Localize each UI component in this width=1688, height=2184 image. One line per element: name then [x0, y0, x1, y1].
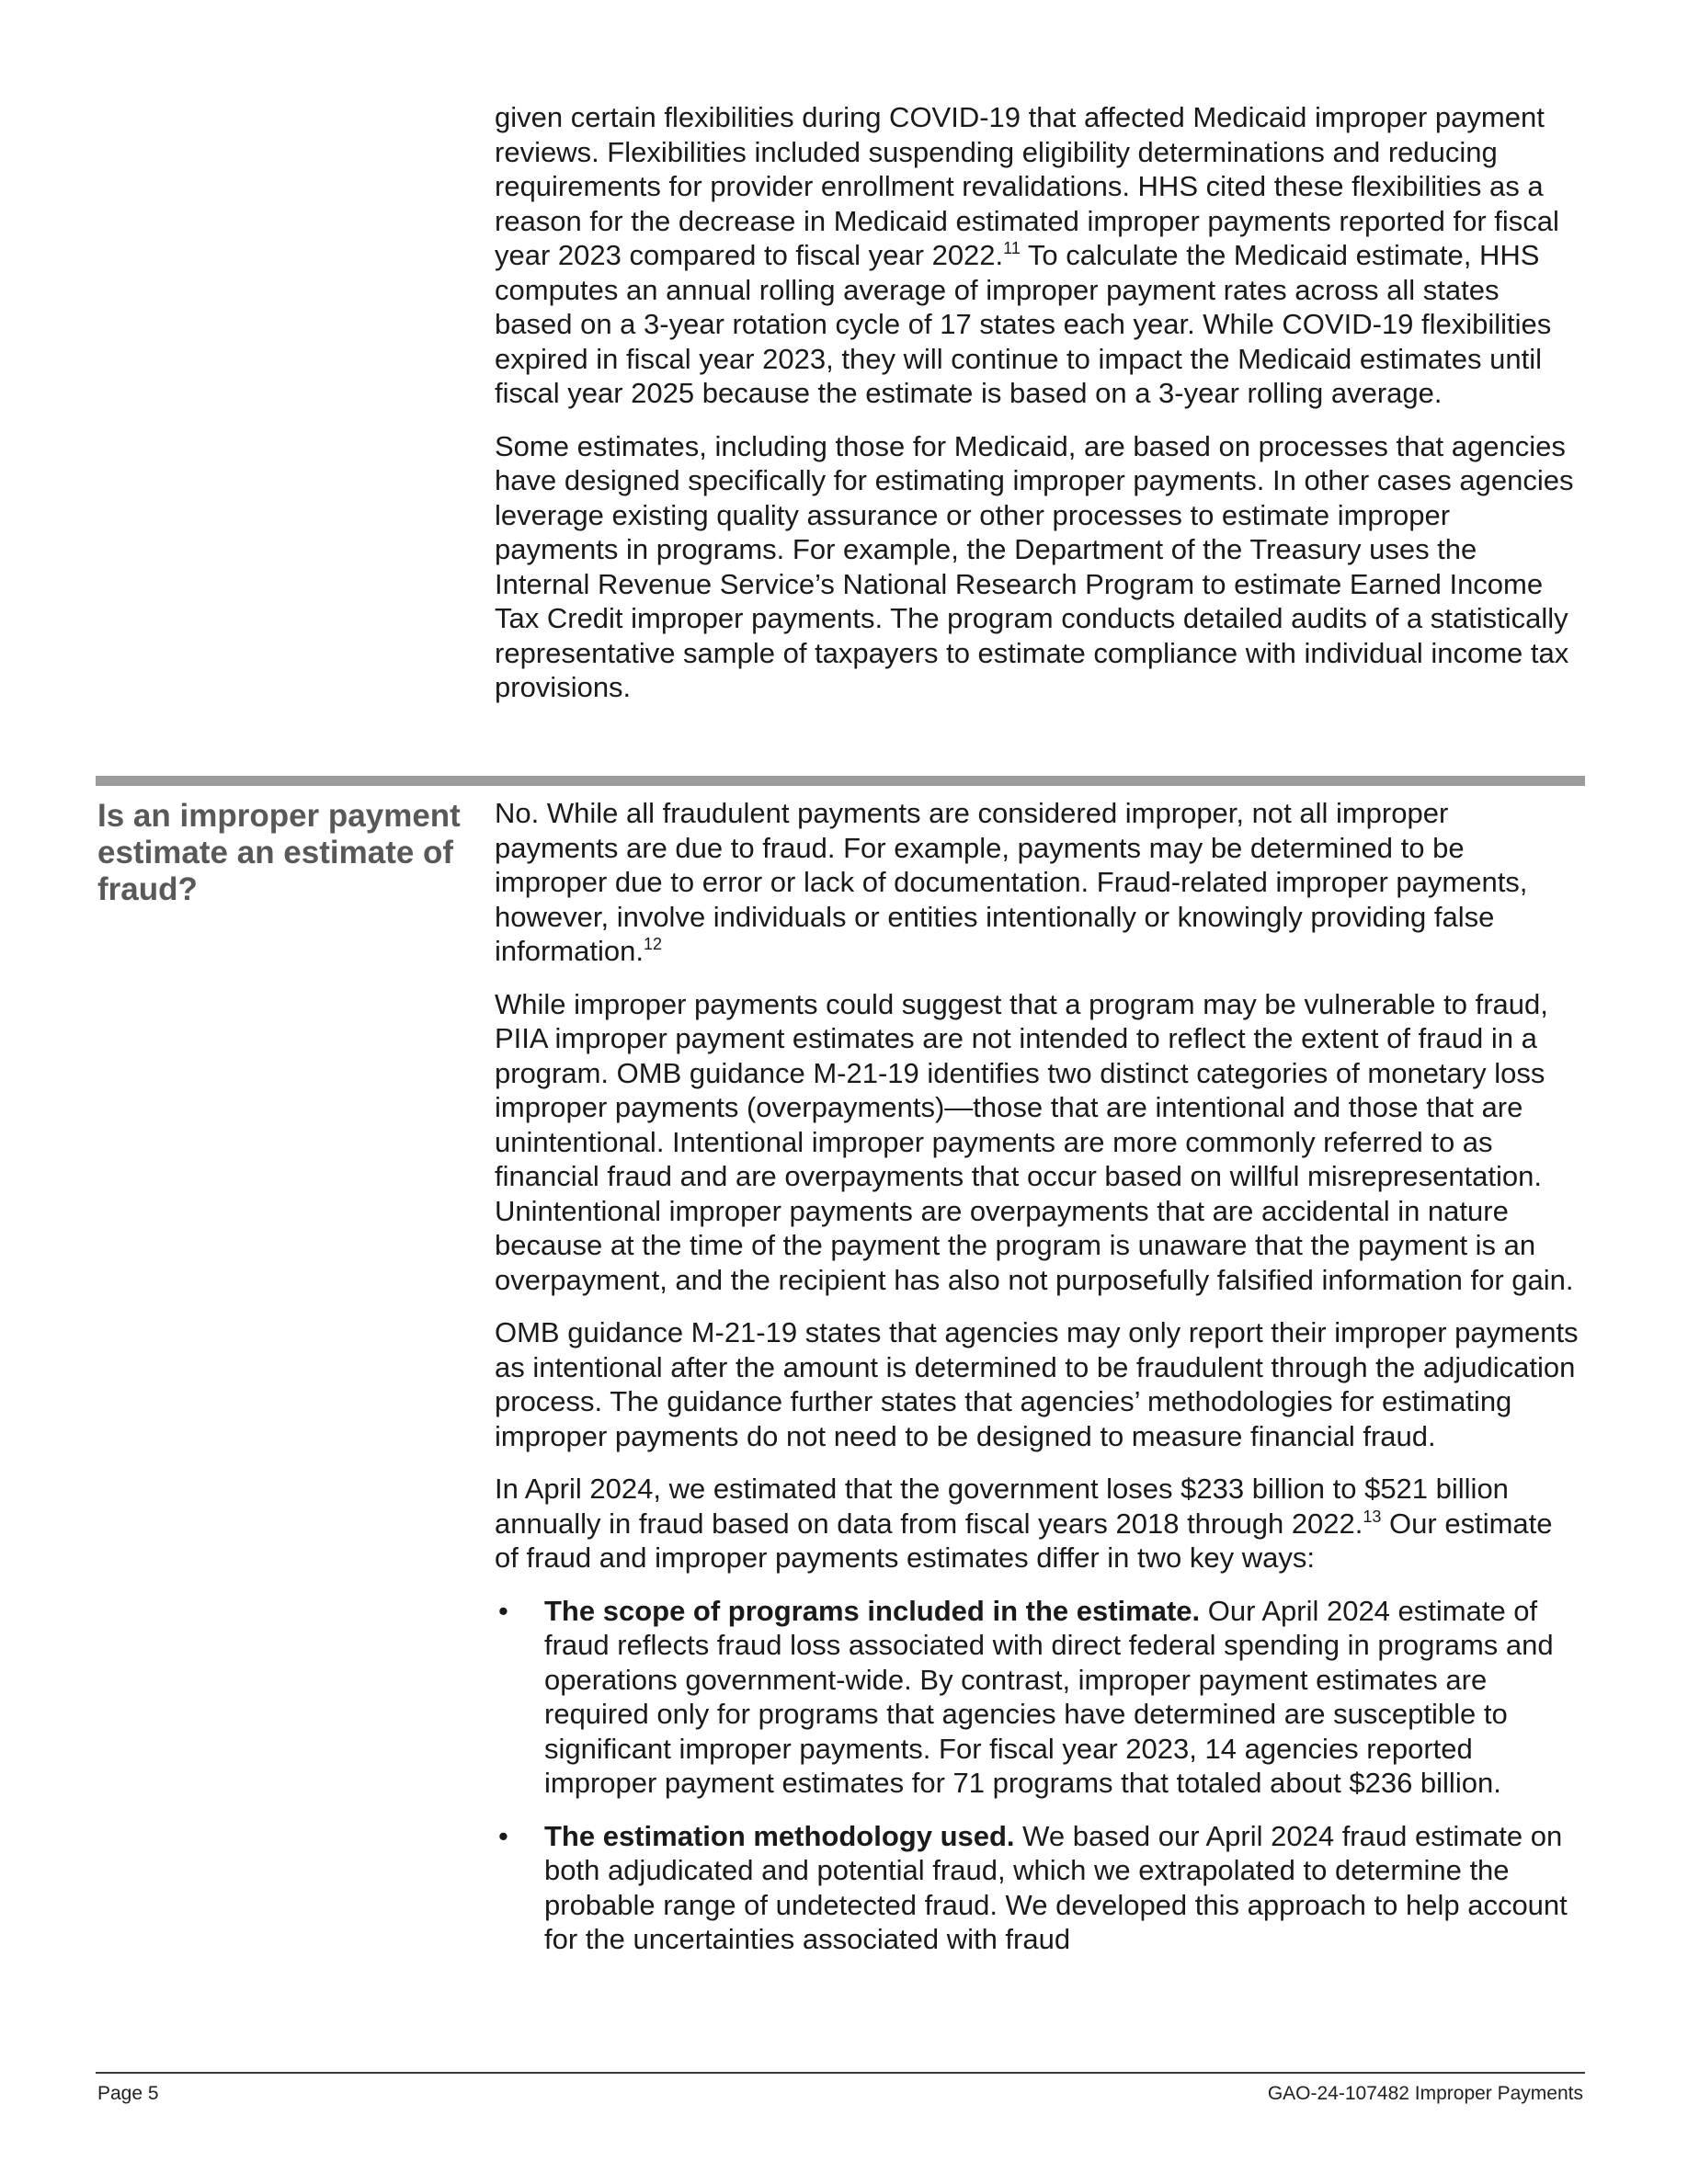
continued-text-block [495, 100, 1580, 705]
footnote-marker[interactable]: 11 [1003, 239, 1021, 257]
footer-rule [96, 2072, 1585, 2074]
bullet-lead: The estimation methodology used. [544, 1819, 1015, 1852]
bullet-lead: The scope of programs included in the estimate. [544, 1594, 1201, 1627]
footnote-marker[interactable]: 12 [643, 935, 662, 953]
footnote-marker[interactable]: 13 [1363, 1507, 1382, 1526]
paragraph [495, 1472, 1580, 1575]
paragraph [495, 100, 1580, 411]
bullet-text: We based our April 2024 fraud estimate on both adjudicated and potential fraud, which we extrapolated to determine the probable range of undetected fraud. We developed this approach to help account for the uncertainties associated with fraud [544, 1819, 1568, 1955]
bullet-icon: • [498, 1594, 508, 1627]
section-body [495, 796, 1580, 1957]
section-heading: Is an improper payment estimate an estimate of fraud? [97, 798, 461, 907]
report-id: GAO-24-107482 Improper Payments [1267, 2083, 1583, 2104]
paragraph-text: given certain flexibilities during COVID-19 that affected Medicaid improper payment reviews. Flexibilities included suspending eligibility determinations and reducing requirements for provider enrollment revalidations. HHS cited these flexibilities as a reason for the decrease in Medicaid estimated improper payments reported for fiscal year 2023 compared to fiscal year 2022. [495, 101, 1559, 271]
list-item [495, 1819, 1580, 1957]
bullet-text: Our April 2024 estimate of fraud reflects fraud loss associated with direct federal spending in programs and operations government-wide. By contrast, improper payment estimates are required only for programs that agencies have determined are susceptible to significant improper payments. For fiscal year 2023, 14 agencies reported improper payment estimates for 71 programs that totaled about $236 billion. [544, 1594, 1554, 1799]
list-item [495, 1594, 1580, 1801]
paragraph-text: Our estimate of fraud and improper payments estimates differ in two key ways: [495, 1507, 1553, 1574]
paragraph-text: To calculate the Medicaid estimate, HHS computes an annual rolling average of improper payment rates across all states based on a 3-year rotation cycle of 17 states each year. While COVID-19 flexibilities expired in fiscal year 2023, they will continue to impact the Medicaid estimates until fiscal year 2025 because the estimate is based on a 3-year rolling average. [495, 239, 1552, 409]
page-number: Page 5 [97, 2083, 159, 2104]
paragraph-text: No. While all fraudulent payments are considered improper, not all improper payments are due to fraud. For example, payments may be determined to be improper due to error or lack of documentation. Fraud-related improper payments, however, involve individuals or entities intentionally or knowingly providing false information. [495, 797, 1528, 967]
paragraph-text: In April 2024, we estimated that the government loses $233 billion to $521 billion annually in fraud based on data from fiscal years 2018 through 2022. [495, 1473, 1509, 1540]
bullet-icon: • [498, 1819, 508, 1852]
paragraph: Some estimates, including those for Medicaid, are based on processes that agencies have designed specifically for estimating improper payments. In other cases agencies leverage existing quality assurance or other processes to estimate improper payments in programs. For example, the Department of the Treasury uses the Internal Revenue Service’s National Research Program to estimate Earned Income Tax Credit improper payments. The program conducts detailed audits of a statistically representative sample of taxpayers to estimate compliance with individual income tax provisions. [495, 429, 1574, 703]
paragraph: OMB guidance M-21-19 states that agencies may only report their improper payments as intentional after the amount is determined to be fraudulent through the adjudication process. The guidance further states that agencies’ methodologies for estimating improper payments do not need to be designed to measure financial fraud. [495, 1316, 1579, 1452]
bullet-list [495, 1594, 1580, 1957]
paragraph [495, 796, 1580, 969]
section-divider [96, 776, 1585, 786]
paragraph: While improper payments could suggest that a program may be vulnerable to fraud, PIIA improper payment estimates are not intended to reflect the extent of fraud in a program. OMB guidance M-21-19 identifies two distinct categories of monetary loss improper payments (overpayments)—those that are intentional and those that are unintentional. Intentional improper payments are more commonly referred to as financial fraud and are overpayments that occur based on willful misrepresentation. Unintentional improper payments are overpayments that are accidental in nature because at the time of the payment the program is unaware that the payment is an overpayment, and the recipient has also not purposefully falsified information for gain. [495, 987, 1574, 1296]
